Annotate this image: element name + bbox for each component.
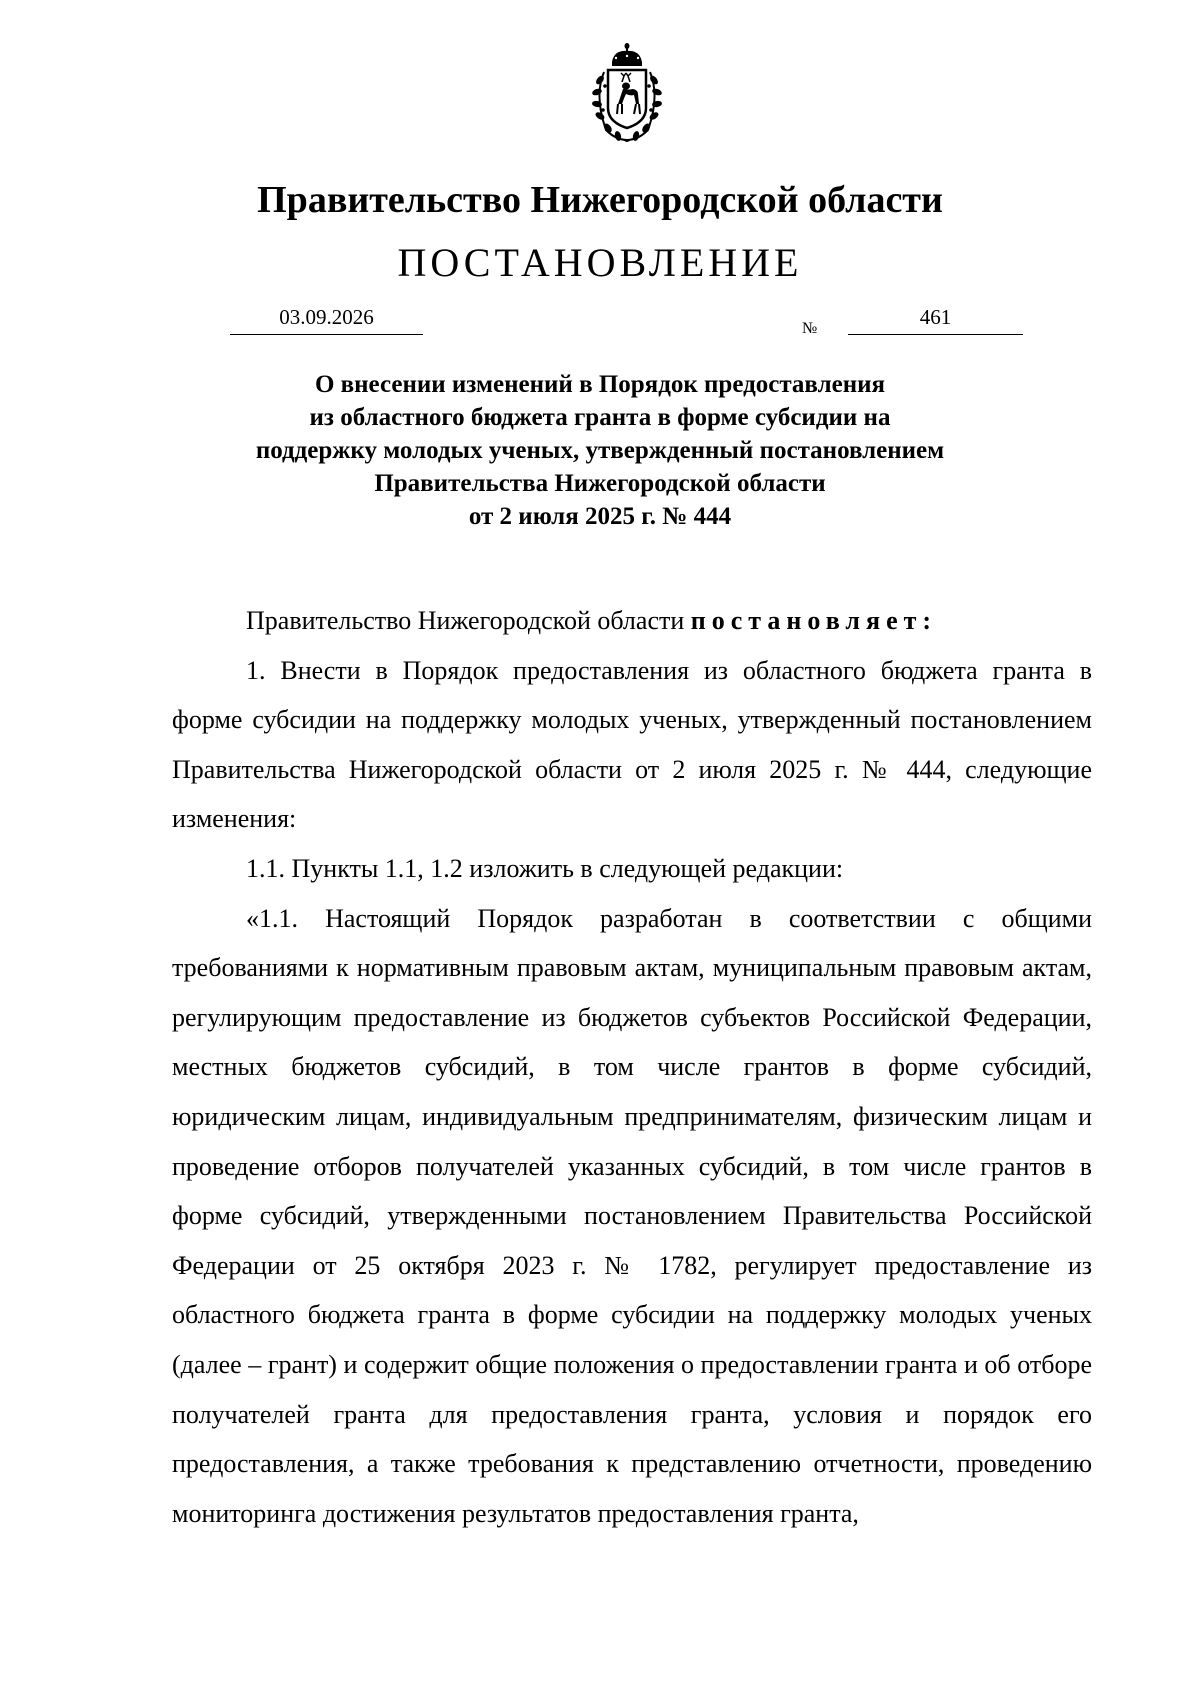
paragraph-1: 1. Внести в Порядок предоставления из областного бюджета гранта в форме субсидии на поддержку молодых ученых, утвержденный постановлением Правительства Нижегородской области от 2 июля 2025 г. № 444, следующие изменения: [172,655,1092,834]
document-date: 03.09.2026 [230,304,423,335]
intro-paragraph [172,596,1092,646]
document-number: 461 [848,304,1023,335]
document-subject [180,368,1020,533]
decree-verb: постановляет: [690,606,938,635]
subject-line: поддержку молодых ученых, утвержденный постановлением [255,437,945,464]
subject-line: от 2 июля 2025 г. № 444 [468,503,732,530]
paragraph-1-1: 1.1. Пункты 1.1, 1.2 изложить в следующей редакции: [246,853,844,883]
subject-line: Правительства Нижегородской области [374,470,826,497]
paragraph-quoted-1-1: «1.1. Настоящий Порядок разработан в соответствии с общими требованиями к нормативным правовым актам, муниципальным правовым актам, регулирующим предоставление из бюджетов субъектов Российской Федерации, местных бюджетов субсидий, в том числе грантов в форме субсидий, юридическим лицам, индивидуальным предпринимателям, физическим лицам и проведение отборов получателей указанных субсидий, в том числе грантов в форме субсидий, утвержденными постановлением Правительства Российской Федерации от 25 октября 2023 г. № 1782, регулирует предоставление из областного бюджета гранта в форме субсидии на поддержку молодых ученых (далее – грант) и содержит общие положения о предоставлении гранта и об отборе получателей гранта для предоставления гранта, условия и порядок его предоставления, а также требования к представлению отчетности, проведению мониторинга достижения результатов предоставления гранта, [172,903,1092,1528]
document-type: ПОСТАНОВЛЕНИЕ [397,240,803,285]
coat-of-arms-icon [572,40,682,150]
subject-line: О внесении изменений в Порядок предоставления [314,371,886,398]
number-sign: № [802,320,818,337]
subject-line: из областного бюджета гранта в форме субсидии на [309,404,891,431]
document-body [172,596,1092,1538]
org-title: Правительство Нижегородской области [257,179,943,221]
intro-text: Правительство Нижегородской области [246,606,691,635]
